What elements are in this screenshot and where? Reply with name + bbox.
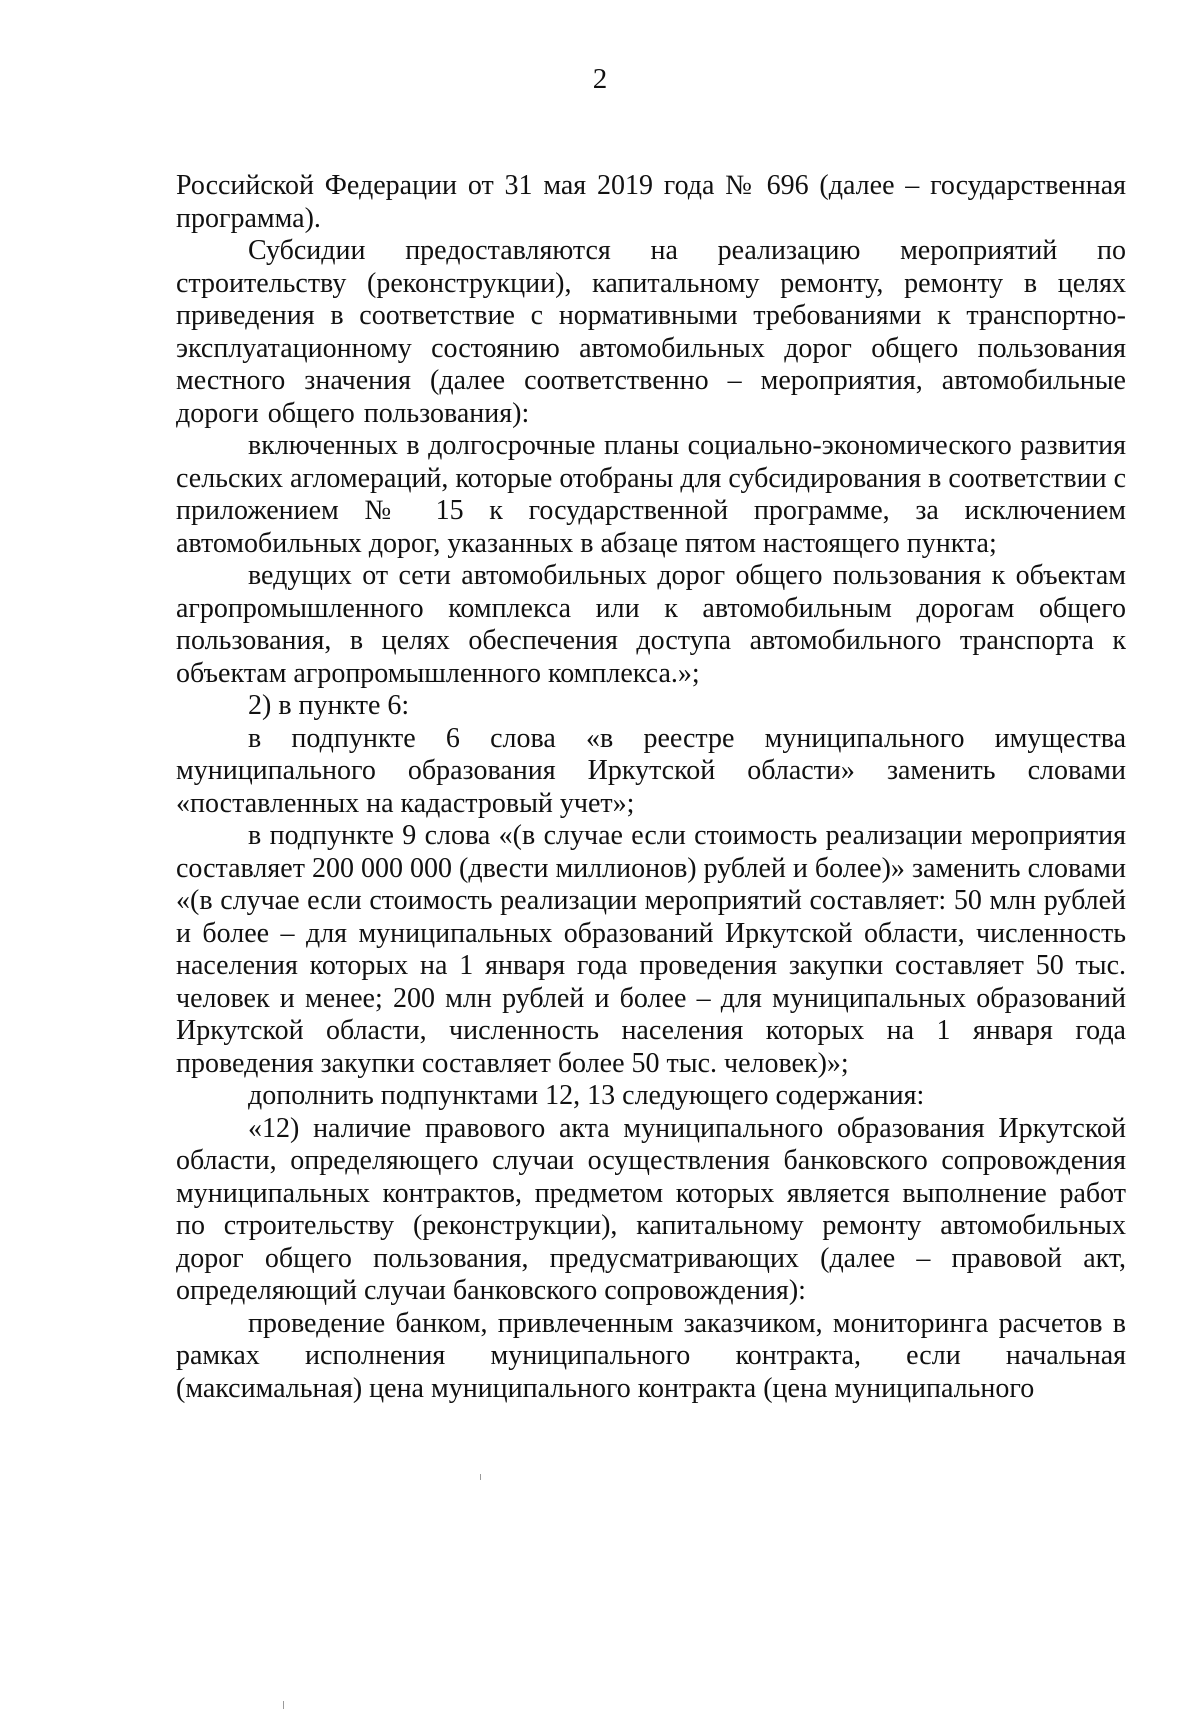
- paragraph-subitem-6: в подпункте 6 слова «в реестре муниципального имущества муниципального образования Иркутской области» заменить словами «поставленных на кадастровый учет»;: [176, 722, 1126, 819]
- paragraph-item-2: 2) в пункте 6:: [248, 690, 410, 721]
- paragraph-continuation: Российской Федерации от 31 мая 2019 года № 696 (далее – государственная программа).: [176, 170, 1126, 234]
- paragraph-bank-monitoring: проведение банком, привлеченным заказчиком, мониторинга расчетов в рамках исполнения муниципального контракта, если начальная (максимальная) цена муниципального контракта (цена муниципального: [176, 1307, 1126, 1404]
- paragraph-leading-roads: ведущих от сети автомобильных дорог общего пользования к объектам агропромышленного комплекса или к автомобильным дорогам общего пользования, в целях обеспечения доступа автомобильного транспорта к объектам агропромышленного комплекса.»;: [176, 560, 1126, 689]
- paragraph-included-roads: включенных в долгосрочные планы социально-экономического развития сельских агломераций, которые отобраны для субсидирования в соответствии с приложением № 15 к государственной программе, за исключением автомобильных дорог, указанных в абзаце пятом настоящего пункта;: [176, 430, 1126, 559]
- scan-speck: [283, 1701, 284, 1709]
- paragraph-subitem-12: «12) наличие правового акта муниципального образования Иркутской области, определяющего случаи осуществления банковского сопровождения муниципальных контрактов, предметом которых является выполнение работ по строительству (реконструкции), капитальному ремонту автомобильных дорог общего пользования, предусматривающих (далее – правовой акт, определяющий случаи банковского сопровождения):: [176, 1112, 1126, 1306]
- paragraph-subitem-9: в подпункте 9 слова «(в случае если стоимость реализации мероприятия составляет 200 000 000 (двести миллионов) рублей и более)» заменить словами «(в случае если стоимость реализации мероприятий составляет: 50 млн рублей и более – для муниципальных образований Иркутской области, численность населения которых на 1 января года проведения закупки составляет 50 тыс. человек и менее; 200 млн рублей и более – для муниципальных образований Иркутской области, численность населения которых на 1 января года проведения закупки составляет более 50 тыс. человек)»;: [176, 820, 1126, 1079]
- paragraph-add-subitems: дополнить подпунктами 12, 13 следующего содержания:: [248, 1080, 925, 1111]
- page-number: 2: [592, 63, 608, 95]
- scan-speck: [480, 1474, 481, 1480]
- paragraph-subsidies: Субсидии предоставляются на реализацию мероприятий по строительству (реконструкции), капитальному ремонту, ремонту в целях приведения в соответствие с нормативными требованиями к транспортно-эксплуатационному состоянию автомобильных дорог общего пользования местного значения (далее соответственно – мероприятия, автомобильные дороги общего пользования):: [176, 235, 1126, 429]
- document-body: [176, 170, 1126, 1405]
